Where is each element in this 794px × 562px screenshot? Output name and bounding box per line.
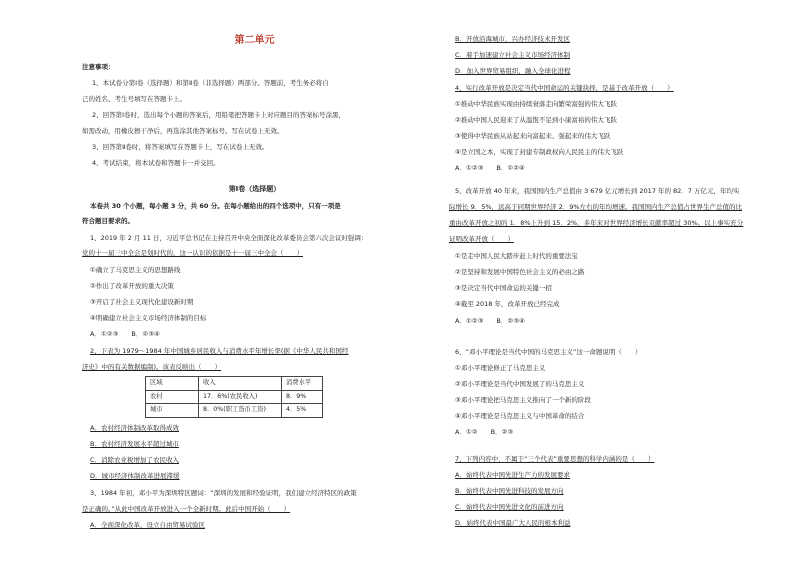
question-1-stem: 党的十一届三中全会是划时代的，这一认识的依据是十一届三中全会（ ） <box>82 249 303 257</box>
question-3-stem: 3、1984 年初，邓小平为深圳特区题词：“深圳的发展和经验证明，我们建立经济特区的政策 <box>90 489 357 497</box>
section-intro: 符合题目要求的。 <box>82 217 134 225</box>
income-consumption-table <box>145 376 323 418</box>
question-6-stem: 6、“邓小平理论是当代中国的马克思主义”这一命题说明（ ） <box>455 348 642 356</box>
question-2-stem: 济史》中的有关数据编制)。该表反映出（ ） <box>82 363 222 371</box>
question-2-option: D．城市经济体制改革进展滞缓 <box>90 472 180 480</box>
question-3-option: D．加入世界贸易组织，融入全球化进程 <box>455 67 571 75</box>
question-1-statement: ②作出了改革开放的重大决策 <box>90 282 174 290</box>
question-4-stem: 4、实行改革开放是决定当代中国命运的关键抉择，是基于改革开放（ ） <box>455 84 674 92</box>
question-4-statement: ①推动中华民族实现由持续衰落走向繁荣富强的伟大飞跃 <box>455 100 617 108</box>
table-cell: 农村 <box>146 390 199 404</box>
question-6-options: A．①② B．②③ <box>455 428 514 436</box>
question-2-option: A．农村经济体制改革取得成效 <box>90 424 179 432</box>
question-7-option: A．始终代表中国先进生产力的发展要求 <box>455 471 570 479</box>
question-5-statement: ①是走中国人民大踏步赶上时代的重要法宝 <box>455 252 578 260</box>
question-1-statement: ④明确建立社会主义市场经济体制的目标 <box>90 314 207 322</box>
question-3-option: A．全面深化改革，设立自由贸易试验区 <box>90 521 205 529</box>
notice-heading: 注意事项： <box>82 63 115 71</box>
question-5-statement: ②是坚持和发展中国特色社会主义的必由之路 <box>455 268 585 276</box>
question-7-option: B．始终代表中国先进科技的发展方向 <box>455 487 564 495</box>
table-cell: 8．9% <box>282 390 323 404</box>
question-7-option: D．始终代表中国最广大人民的根本利益 <box>455 519 571 527</box>
table-cell: 8．0%(职工货币工资) <box>199 404 282 418</box>
table-cell: 城市 <box>146 404 199 418</box>
notice-line: 4、考试结束，将本试卷和答题卡一并交回。 <box>92 159 220 167</box>
notice-line: 3、回答第Ⅱ卷时，将答案填写在答题卡上，写在试卷上无效。 <box>92 143 269 151</box>
page-title: 第二单元 <box>234 35 275 46</box>
notice-line: 己的姓名、考生号填写在答题卡上。 <box>82 95 186 103</box>
question-4-options: A．①②③ B．①②④ <box>455 164 525 172</box>
question-1-statement: ③开启了社会主义现代化建设新时期 <box>90 298 194 306</box>
question-4-statement: ④是立国之本，实现了封建专制政权向人民民主的伟大飞跃 <box>455 148 624 156</box>
question-6-statement: ②邓小平理论是当代中国发展了的马克思主义 <box>455 380 585 388</box>
table-header-cell: 收入 <box>199 377 282 391</box>
table-header-cell: 消费水平 <box>282 377 323 391</box>
question-4-statement: ②推动中国人民迎来了从温饱不足到小康富裕的伟大飞跃 <box>455 116 617 124</box>
question-1-options: A．①②③ B．②③④ <box>90 330 160 338</box>
section-title: 第Ⅰ卷（选择题） <box>228 185 281 193</box>
table-cell: 17．6%(农民收入) <box>199 390 282 404</box>
question-5-statement: ④截至 2018 年，改革开放已经完成 <box>455 300 560 308</box>
question-6-statement: ①邓小平理论修正了马克思主义 <box>455 364 546 372</box>
notice-line: 1、本试卷分第Ⅰ卷（选择题）和第Ⅱ卷（非选择题）两部分。答题前，考生务必将自 <box>92 79 329 87</box>
table-header-cell: 区域 <box>146 377 199 391</box>
question-5-stem: 证明改革开放（ ） <box>449 235 514 243</box>
question-5-stem: 5、改革开放 40 年来，我国国内生产总值由 3 679 亿元增长到 2017 年的 82．7 万亿元，年均实 <box>455 187 740 195</box>
notice-line: 如需改动，用橡皮擦干净后，再选涂其他答案标号。写在试卷上无效。 <box>82 127 284 135</box>
table-row <box>146 390 323 404</box>
question-5-statement: ③是决定当代中国命运的关键一招 <box>455 284 552 292</box>
notice-line: 2、回答第Ⅰ卷时，选出每个小题的答案后，用铅笔把答题卡上对应题目的答案标号涂黑， <box>92 111 346 119</box>
question-7-option: C．始终代表中国先进文化的前进方向 <box>455 503 564 511</box>
question-4-statement: ③使得中华民族从站起来向富起来、强起来的伟大飞跃 <box>455 132 611 140</box>
question-5-stem: 重由改革开放之初的 1．8%上升到 15．2%，多年来对世界经济增长贡献率超过 30%。以上事实充分 <box>449 219 744 227</box>
question-3-option: B．开放沿海城市，兴办经济技术开发区 <box>455 35 570 43</box>
question-3-stem: 是正确的。”从此中国改革开放进入一个全新时期。此后中国开始（ ） <box>82 505 291 513</box>
question-5-stem: 际增长 9．5%，远高于同期世界经济 2．9%左右的年均增速。我国国内生产总值占世界生产总值的比 <box>449 203 743 211</box>
question-7-stem: 7、下列内容中，不属于“三个代表”重要思想的科学内涵的是（ ） <box>455 455 655 463</box>
question-2-option: C．消除农业税增加了农民收入 <box>90 456 180 464</box>
question-1-statement: ①确立了马克思主义的思想路线 <box>90 266 181 274</box>
question-3-option: C．着手加速建立社会主义市场经济体制 <box>455 51 571 59</box>
question-2-option: B．农村经济发展水平超过城市 <box>90 440 179 448</box>
question-5-options: A．①②③ B．②③④ <box>455 317 525 325</box>
question-6-statement: ③邓小平理论把马克思主义推向了一个新的阶段 <box>455 396 591 404</box>
table-cell: 4．5% <box>282 404 323 418</box>
question-1-stem: 1、2019 年 2 月 11 日，习近平总书记在主持召开中央全面深化改革委员会第六次会议时强调： <box>90 234 368 242</box>
question-2-stem: 2、下表为 1979～1984 年中国城乡居民收入与消费水平年增长率(据《中华人民共和国经 <box>90 347 349 355</box>
table-header-row <box>146 377 323 391</box>
table-row <box>146 404 323 418</box>
section-intro: 本卷共 30 个小题，每小题 3 分，共 60 分。在每小题给出的四个选项中，只有一项是 <box>90 202 341 210</box>
question-6-statement: ④邓小平理论是马克思主义与中国革命的结合 <box>455 412 585 420</box>
